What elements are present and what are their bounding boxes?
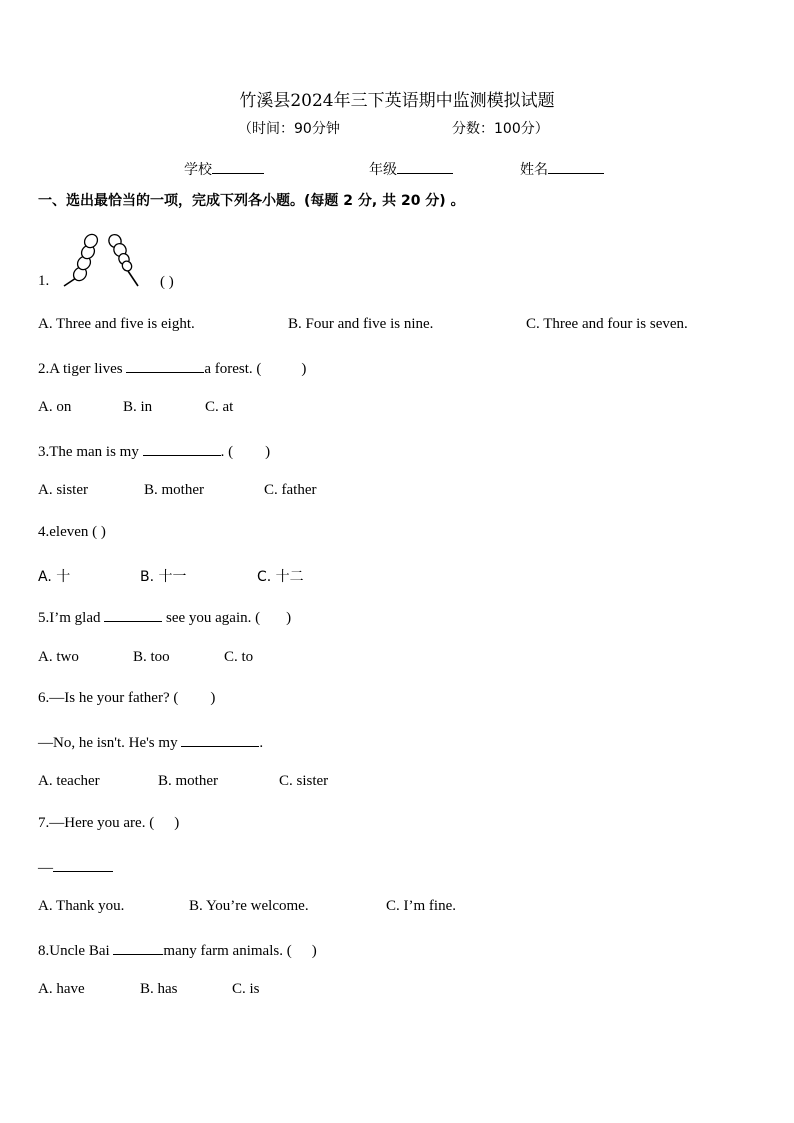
exam-score: 分数：100分）	[452, 121, 549, 137]
question-4: 4.eleven ( )	[38, 524, 106, 540]
q5-option-a[interactable]: A. two	[38, 649, 79, 665]
q3-option-b[interactable]: B. mother	[144, 482, 204, 498]
question-6-response	[38, 732, 263, 752]
school-blank[interactable]	[212, 159, 264, 174]
question-1-answer-paren[interactable]: ( )	[160, 274, 174, 290]
question-3	[38, 441, 270, 461]
q4-option-b[interactable]: B. 十一	[140, 569, 187, 585]
question-7-blank[interactable]	[53, 857, 113, 872]
page-title: 竹溪县2024年三下英语期中监测模拟试题	[239, 91, 555, 111]
school-label: 学校	[184, 162, 212, 178]
question-2-blank[interactable]	[126, 358, 204, 373]
question-8-prefix: 8.Uncle Bai	[38, 943, 114, 959]
question-3-prefix: 3.The man is my	[38, 444, 143, 460]
question-5-prefix: 5.I’m glad	[38, 610, 105, 626]
q2-option-b[interactable]: B. in	[123, 399, 153, 415]
q7-option-a[interactable]: A. Thank you.	[38, 898, 125, 914]
question-7-response-prefix: —	[38, 860, 53, 876]
q4-option-c[interactable]: C. 十二	[257, 569, 304, 585]
skewer-image	[62, 228, 146, 292]
question-7-text: 7.—Here you are. (	[38, 815, 155, 831]
q3-option-a[interactable]: A. sister	[38, 482, 88, 498]
question-3-blank[interactable]	[143, 441, 221, 456]
question-2-paren-end: )	[301, 361, 307, 377]
grade-label: 年级	[369, 162, 397, 178]
question-6	[38, 690, 215, 707]
question-7	[38, 815, 179, 832]
question-6-response-suffix: .	[259, 735, 264, 751]
name-field	[520, 159, 604, 179]
question-6-response-prefix: —No, he isn't. He's my	[38, 735, 182, 751]
question-5	[38, 607, 291, 627]
q4-option-a[interactable]: A. 十	[38, 569, 71, 585]
question-7-response	[38, 857, 113, 877]
question-8-paren-end: )	[311, 943, 317, 959]
question-5-blank[interactable]	[104, 607, 162, 622]
question-2	[38, 358, 306, 378]
question-8-blank[interactable]	[113, 940, 163, 955]
exam-time: （时间：90分钟	[238, 121, 340, 137]
question-5-paren-end: )	[286, 610, 292, 626]
right-skewer-stick	[128, 271, 138, 286]
question-2-prefix: 2.A tiger lives	[38, 361, 127, 377]
q7-option-c[interactable]: C. I’m fine.	[386, 898, 456, 914]
q8-option-a[interactable]: A. have	[38, 981, 85, 997]
q1-option-a[interactable]: A. Three and five is eight.	[38, 316, 195, 332]
q2-option-c[interactable]: C. at	[205, 399, 234, 415]
name-blank[interactable]	[548, 159, 604, 174]
question-6-paren-end: )	[210, 690, 216, 706]
q6-option-c[interactable]: C. sister	[279, 773, 329, 789]
question-3-paren-end: )	[265, 444, 271, 460]
q5-option-c[interactable]: C. to	[224, 649, 254, 665]
left-skewer-stick	[64, 278, 76, 286]
q2-option-a[interactable]: A. on	[38, 399, 72, 415]
grade-blank[interactable]	[397, 159, 453, 174]
question-5-suffix: see you again. (	[162, 610, 261, 626]
q6-option-b[interactable]: B. mother	[158, 773, 218, 789]
name-label: 姓名	[520, 162, 548, 178]
question-6-text: 6.—Is he your father? (	[38, 690, 179, 706]
q6-option-a[interactable]: A. teacher	[38, 773, 100, 789]
question-6-blank[interactable]	[181, 732, 259, 747]
q1-option-c[interactable]: C. Three and four is seven.	[526, 316, 688, 332]
q7-option-b[interactable]: B. You’re welcome.	[189, 898, 309, 914]
question-7-paren-end: )	[174, 815, 180, 831]
section-heading: 一、选出最恰当的一项，完成下列各小题。(每题 2 分, 共 20 分) 。	[38, 193, 465, 209]
question-2-suffix: a forest. (	[204, 361, 262, 377]
q8-option-c[interactable]: C. is	[232, 981, 260, 997]
grade-field	[369, 159, 453, 179]
question-8-suffix: many farm animals. (	[163, 943, 292, 959]
question-1-number: 1.	[38, 273, 50, 289]
q5-option-b[interactable]: B. too	[133, 649, 170, 665]
school-field	[184, 159, 264, 179]
q3-option-c[interactable]: C. father	[264, 482, 317, 498]
q1-option-b[interactable]: B. Four and five is nine.	[288, 316, 434, 332]
question-8	[38, 940, 317, 960]
q8-option-b[interactable]: B. has	[140, 981, 178, 997]
question-3-suffix: . (	[220, 444, 234, 460]
